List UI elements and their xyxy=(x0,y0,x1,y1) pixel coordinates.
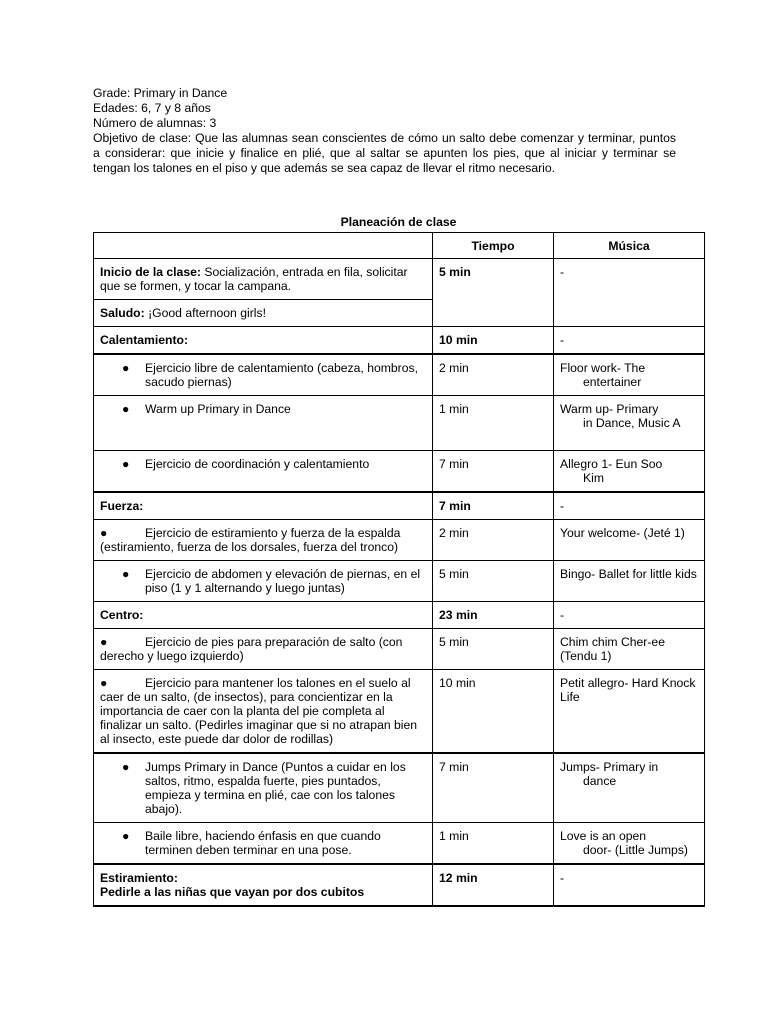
table-row xyxy=(94,670,705,754)
table-row xyxy=(94,823,705,865)
activity-cell xyxy=(94,259,433,300)
time-cell: 2 min xyxy=(433,520,554,561)
table-row xyxy=(94,561,705,602)
section-label-note: Pedirle a las niñas que vayan por dos cubitos xyxy=(100,885,365,899)
bullet-icon: ● xyxy=(100,526,108,540)
music-cell xyxy=(554,354,705,396)
bullet-icon: ● xyxy=(100,635,108,649)
section-label: Fuerza: xyxy=(94,492,433,520)
time-cell: 2 min xyxy=(433,354,554,396)
time-cell: 7 min xyxy=(433,492,554,520)
time-cell: 23 min xyxy=(433,602,554,629)
bullet-icon: ● xyxy=(122,361,130,375)
activity-text: Ejercicio para mantener los talones en el suelo al caer de un salto, (de insectos), para concientizar en la importancia de caer con la planta del pie completa al finalizar un salto. (Pedirles imaginar que si no atrapan bien al insecto, este puede dar dolor de rodillas) xyxy=(100,676,418,746)
table-row xyxy=(94,602,705,629)
activity-text: Ejercicio de pies para preparación de salto (con derecho y luego izquierdo) xyxy=(100,635,403,663)
music-text-continued: Kim xyxy=(583,471,604,485)
bullet-icon: ● xyxy=(122,402,130,416)
music-cell: Your welcome- (Jeté 1) xyxy=(554,520,705,561)
music-cell: Chim chim Cher-ee (Tendu 1) xyxy=(554,629,705,670)
class-plan-table xyxy=(93,232,705,907)
students-line: Número de alumnas: 3 xyxy=(93,116,217,130)
activity-cell xyxy=(94,561,433,602)
activity-cell xyxy=(94,451,433,493)
music-cell: - xyxy=(554,327,705,355)
time-cell: 7 min xyxy=(433,451,554,493)
table-row xyxy=(94,864,705,906)
grade-line: Grade: Primary in Dance xyxy=(93,86,228,100)
column-header-activity xyxy=(94,233,433,259)
music-cell: - xyxy=(554,602,705,629)
music-text-continued: entertainer xyxy=(583,375,642,389)
activity-text: Warm up Primary in Dance xyxy=(145,402,291,416)
activity-text: Ejercicio de coordinación y calentamiento xyxy=(145,457,370,471)
time-cell: 7 min xyxy=(433,753,554,823)
music-cell: - xyxy=(554,864,705,906)
music-text: Jumps- Primary in xyxy=(560,760,659,774)
activity-text: Socialización, entrada en fila, solicitar que se formen, y tocar la campana. xyxy=(100,265,408,293)
music-cell: - xyxy=(554,259,705,327)
section-label: Calentamiento: xyxy=(94,327,433,355)
table-row xyxy=(94,629,705,670)
activity-text: Ejercicio de abdomen y elevación de piernas, en el piso (1 y 1 alternando y luego juntas) xyxy=(145,567,421,595)
section-label: Saludo: xyxy=(100,306,145,320)
activity-cell xyxy=(94,354,433,396)
bullet-icon: ● xyxy=(122,829,130,843)
table-row xyxy=(94,520,705,561)
music-cell: - xyxy=(554,492,705,520)
bullet-icon: ● xyxy=(122,760,130,774)
section-label xyxy=(94,864,433,906)
music-text: Floor work- The xyxy=(560,361,646,375)
activity-cell xyxy=(94,300,433,327)
music-cell xyxy=(554,753,705,823)
music-text-continued: dance xyxy=(583,774,617,788)
activity-cell xyxy=(94,520,433,561)
activity-text: Ejercicio de estiramiento y fuerza de la espalda (estiramiento, fuerza de los dorsales, fuerza del tronco) xyxy=(100,526,401,554)
activity-text: ¡Good afternoon girls! xyxy=(144,306,266,320)
time-cell: 1 min xyxy=(433,823,554,865)
section-label: Inicio de la clase: xyxy=(100,265,201,279)
table-row xyxy=(94,753,705,823)
time-cell: 5 min xyxy=(433,561,554,602)
activity-text: Jumps Primary in Dance (Puntos a cuidar en los saltos, ritmo, espalda fuerte, pies puntados, empieza y termina en plié, cae con los talones abajo). xyxy=(145,760,406,816)
activity-text: Ejercicio libre de calentamiento (cabeza, hombros, sacudo piernas) xyxy=(145,361,418,389)
music-cell: Petit allegro- Hard Knock Life xyxy=(554,670,705,754)
bullet-icon: ● xyxy=(122,567,130,581)
time-cell: 10 min xyxy=(433,327,554,355)
time-cell: 5 min xyxy=(433,629,554,670)
table-header-row xyxy=(94,233,705,259)
music-cell xyxy=(554,396,705,451)
section-label: Centro: xyxy=(94,602,433,629)
section-label-title: Estiramiento: xyxy=(100,871,178,885)
music-cell xyxy=(554,823,705,865)
table-row xyxy=(94,451,705,493)
activity-cell xyxy=(94,823,433,865)
bullet-icon: ● xyxy=(100,676,108,690)
activity-text: Baile libre, haciendo énfasis en que cuando terminen deben terminar en una pose. xyxy=(145,829,381,857)
table-row xyxy=(94,396,705,451)
music-text: Warm up- Primary xyxy=(560,402,659,416)
table-caption: Planeación de clase xyxy=(340,215,457,229)
table-row xyxy=(94,492,705,520)
music-text: Love is an open xyxy=(560,829,647,843)
table-row xyxy=(94,259,705,300)
activity-cell xyxy=(94,629,433,670)
bullet-icon: ● xyxy=(122,457,130,471)
music-text: Allegro 1- Eun Soo xyxy=(560,457,663,471)
activity-cell xyxy=(94,396,433,451)
music-text-continued: door- (Little Jumps) xyxy=(583,843,688,857)
document-header xyxy=(93,86,676,176)
music-text-continued: in Dance, Music A xyxy=(583,416,681,430)
ages-line: Edades: 6, 7 y 8 años xyxy=(93,101,211,115)
objective-paragraph: Objetivo de clase: Que las alumnas sean conscientes de cómo un salto debe comenzar y terminar, puntos a considerar: que inicie y finalice en plié, que al saltar se apunten los pies, que al iniciar y terminar se tengan los talones en el piso y que además se sea capaz de llevar el ritmo necesario. xyxy=(93,131,676,175)
time-cell: 10 min xyxy=(433,670,554,754)
time-cell: 5 min xyxy=(433,259,554,327)
music-cell: Bingo- Ballet for little kids xyxy=(554,561,705,602)
table-row xyxy=(94,327,705,355)
music-cell xyxy=(554,451,705,493)
column-header-time: Tiempo xyxy=(433,233,554,259)
time-cell: 12 min xyxy=(433,864,554,906)
time-cell: 1 min xyxy=(433,396,554,451)
activity-cell xyxy=(94,753,433,823)
activity-cell xyxy=(94,670,433,754)
column-header-music: Música xyxy=(554,233,705,259)
table-row xyxy=(94,354,705,396)
